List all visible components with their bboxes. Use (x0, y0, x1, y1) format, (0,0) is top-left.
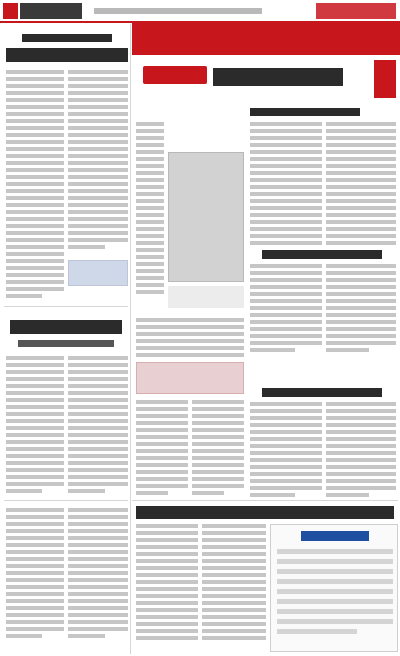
right-sub-body-1a (250, 264, 322, 355)
center-body-lower (136, 318, 244, 360)
right-sub-body-1b (326, 264, 396, 355)
second-headline (10, 320, 122, 334)
lead-kicker (22, 34, 112, 42)
recruit-row (277, 579, 393, 584)
recruit-row (277, 619, 393, 624)
feature-body-col-1 (136, 122, 164, 297)
lead-headline (6, 48, 128, 62)
divider (4, 306, 128, 307)
column-tag (374, 60, 396, 98)
feature-body-col-2 (250, 122, 322, 248)
feature-subhead (250, 108, 360, 116)
right-sub-headline-2 (262, 388, 382, 397)
promo-graphic (68, 260, 128, 286)
right-sub-headline-1 (262, 250, 382, 259)
recruit-row (277, 569, 393, 574)
second-subhead (18, 340, 114, 347)
recruit-row (277, 609, 393, 614)
recruit-headline (301, 531, 369, 541)
center-body-col-b (192, 400, 244, 498)
recruit-row (277, 549, 393, 554)
page-number (3, 3, 18, 19)
second-body-col-2 (68, 356, 128, 496)
recruit-row (277, 589, 393, 594)
lead-body-col-2 (68, 70, 128, 252)
masthead (0, 0, 400, 22)
portrait-caption (168, 286, 244, 308)
promo-ad (136, 362, 244, 394)
bottom-body-col-1 (136, 524, 198, 643)
recruit-row (277, 599, 393, 604)
recruit-row (277, 559, 393, 564)
bottom-headline (136, 506, 394, 519)
briefs-col-1 (6, 508, 64, 641)
recruit-row (277, 629, 357, 634)
divider (4, 500, 128, 501)
feature-headline (213, 68, 343, 86)
section-name (20, 3, 82, 19)
right-sub-body-2b (326, 402, 396, 500)
lead-body-col-1 (6, 70, 64, 301)
center-body-col-a (136, 400, 188, 498)
briefs-col-2 (68, 508, 128, 641)
right-sub-body-2a (250, 402, 322, 500)
recruit-notice (270, 524, 398, 652)
slogan-banner (132, 23, 400, 55)
feature-body-col-3 (326, 122, 396, 248)
portrait-photo (168, 152, 244, 282)
bottom-body-col-2 (202, 524, 266, 643)
second-body-col-1 (6, 356, 64, 496)
column-divider (130, 24, 131, 654)
newspaper-brand (316, 3, 396, 19)
date-line (94, 8, 262, 14)
divider (132, 500, 398, 501)
feature-tag (143, 66, 207, 84)
